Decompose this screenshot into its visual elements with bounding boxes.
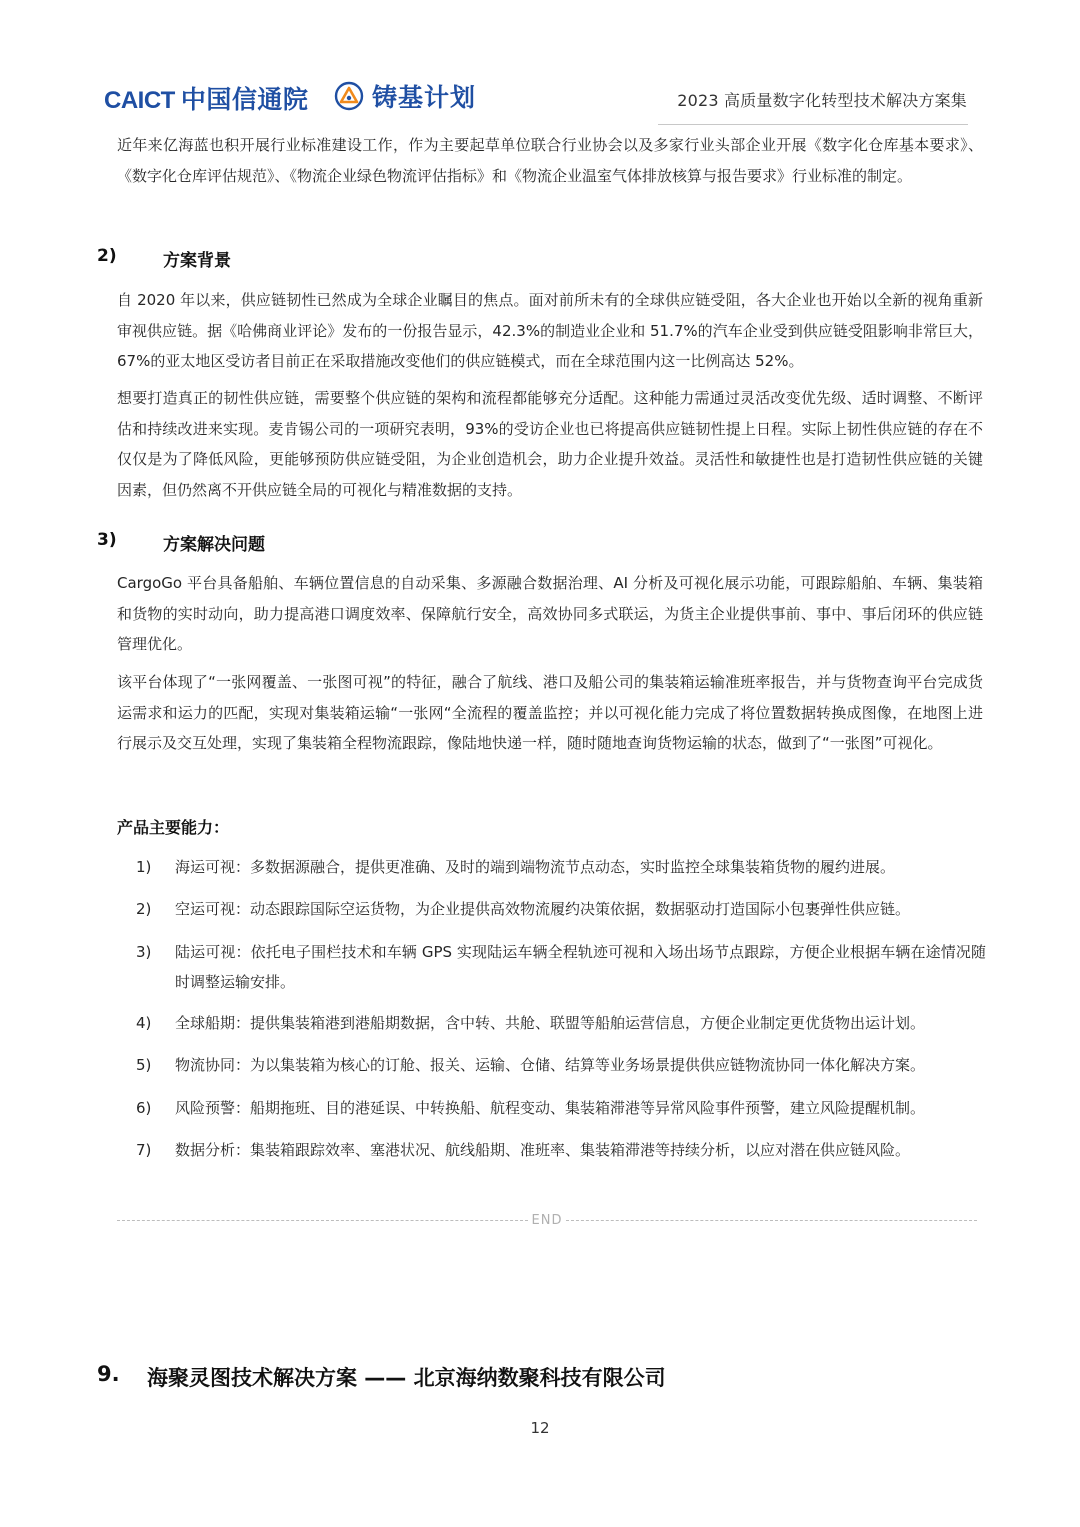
section-problems-body [117, 568, 983, 660]
zhuji-plan-text: 铸基计划 [372, 83, 477, 112]
list-item-index: 5) [136, 1056, 152, 1074]
next-section-title: 海聚灵图技术解决方案 —— 北京海纳数聚科技有限公司 [147, 1366, 666, 1390]
dashed-rule-right [566, 1220, 977, 1221]
problems-paragraph-2: 该平台体现了“一张网覆盖、一张图可视”的特征，融合了航线、港口及船公司的集装箱运输准班率报告，并与货物查询平台完成货运需求和运力的匹配，实现对集装箱运输“一张网“全流程的覆盖监控；并以可视化能力完成了将位置数据转换成图像，在地图上进行展示及交互处理，实现了集装箱全程物流跟踪，像陆地快递一样，随时随地查询货物运输的状态，做到了“一张图”可视化。 [117, 673, 983, 752]
header-divider [658, 124, 968, 125]
list-item-text: 全球船期：提供集装箱港到港船期数据，含中转、共舱、联盟等船舶运营信息，方便企业制定更优货物出运计划。 [175, 1014, 926, 1032]
background-paragraph-2: 想要打造真正的韧性供应链，需要整个供应链的架构和流程都能够充分适配。这种能力需通过灵活改变优先级、适时调整、不断评估和持续改进来实现。麦肯锡公司的一项研究表明，93%的受访企业也已将提高供应链韧性提上日程。实际上韧性供应链的存在不仅仅是为了降低风险，更能够预防供应链受阻，为企业创造机会，助力企业提升效益。灵活性和敏捷性也是打造韧性供应链的关键因素，但仍然离不开供应链全局的可视化与精准数据的支持。 [117, 389, 983, 499]
list-item-index: 1) [136, 858, 152, 876]
problems-paragraph-1: CargoGo 平台具备船舶、车辆位置信息的自动采集、多源融合数据治理、AI 分析及可视化展示功能，可跟踪船舶、车辆、集装箱和货物的实时动向，助力提高港口调度效率、保障航行安全，高效协同多式联运，为货主企业提供事前、事中、事后闭环的供应链管理优化。 [117, 574, 983, 653]
list-item [136, 852, 986, 882]
dashed-rule-left [117, 1220, 528, 1221]
intro-paragraph: 近年来亿海蓝也积开展行业标准建设工作，作为主要起草单位联合行业协会以及多家行业头部企业开展《数字化仓库基本要求》、《数字化仓库评估规范》、《物流企业绿色物流评估指标》和《物流企业温室气体排放核算与报告要求》行业标准的制定。 [117, 136, 983, 185]
list-item-index: 3) [136, 943, 152, 961]
section-heading-background [97, 246, 231, 271]
list-item-text: 物流协同：为以集装箱为核心的订舱、报关、运输、仓储、结算等业务场景提供供应链物流协同一体化解决方案。 [175, 1056, 926, 1074]
section-heading-problems [97, 530, 265, 555]
end-label: END [531, 1212, 563, 1228]
next-section-number: 9. [97, 1362, 120, 1386]
list-item-index: 2) [136, 900, 152, 918]
list-item [136, 1135, 986, 1165]
list-item-text: 数据分析：集装箱跟踪效率、塞港状况、航线船期、准班率、集装箱滞港等持续分析，以应对潜在供应链风险。 [175, 1141, 911, 1159]
section-title: 方案解决问题 [163, 535, 265, 555]
section-title: 方案背景 [163, 251, 231, 271]
next-section-heading [97, 1362, 666, 1392]
list-item [136, 1008, 986, 1038]
list-item-index: 7) [136, 1141, 152, 1159]
section-background-body [117, 285, 983, 377]
caict-logo-chinese: 中国信通院 [180, 85, 309, 114]
page-header [0, 0, 1080, 130]
page-number: 12 [530, 1419, 550, 1437]
intro-block [117, 130, 983, 191]
section-background-body-2 [117, 383, 983, 505]
list-item-index: 4) [136, 1014, 152, 1032]
list-item [136, 1093, 986, 1123]
list-item-index: 6) [136, 1099, 152, 1117]
list-item-text: 海运可视：多数据源融合，提供更准确、及时的端到端物流节点动态，实时监控全球集装箱货物的履约进展。 [175, 858, 896, 876]
list-item-text: 陆运可视：依托电子围栏技术和车辆 GPS 实现陆运车辆全程轨迹可视和入场出场节点跟踪，方便企业根据车辆在途情况随时调整运输安排。 [175, 943, 986, 991]
zhuji-plan-logo [334, 78, 476, 114]
list-item-text: 空运可视：动态跟踪国际空运货物，为企业提供高效物流履约决策依据，数据驱动打造国际小包裹弹性供应链。 [175, 900, 911, 918]
list-item [136, 937, 986, 997]
document-title: 2023 高质量数字化转型技术解决方案集 [677, 91, 967, 110]
capabilities-title: 产品主要能力： [117, 818, 230, 837]
zhuji-triangle-icon [334, 81, 364, 111]
list-item [136, 894, 986, 924]
end-separator [117, 1210, 977, 1230]
section-problems-body-2 [117, 667, 983, 759]
list-item-text: 风险预警：船期拖班、目的港延误、中转换船、航程变动、集装箱滞港等异常风险事件预警，建立风险提醒机制。 [175, 1099, 926, 1117]
caict-logo-latin: CAICT [104, 87, 175, 114]
section-number: 3) [97, 530, 117, 550]
section-number: 2) [97, 246, 117, 266]
caict-logo [104, 80, 308, 116]
list-item [136, 1050, 986, 1080]
background-paragraph-1: 自 2020 年以来，供应链韧性已然成为全球企业瞩目的焦点。面对前所未有的全球供应链受阻，各大企业也开始以全新的视角重新审视供应链。据《哈佛商业评论》发布的一份报告显示，42.3%的制造业企业和 51.7%的汽车企业受到供应链受阻影响非常巨大，67%的亚太地区受访者目前正在采取措施改变他们的供应链模式，而在全球范围内这一比例高达 52%。 [117, 291, 983, 370]
